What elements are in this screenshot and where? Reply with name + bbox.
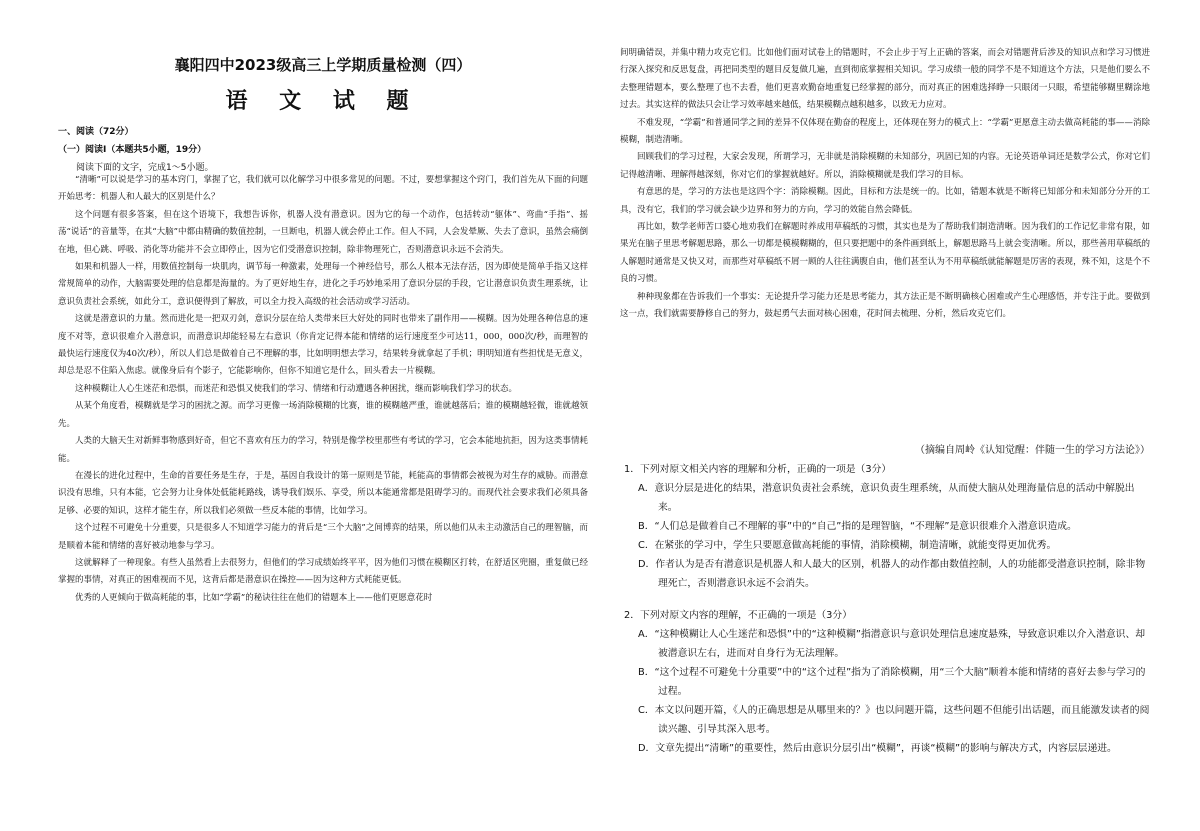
passage-paragraph: 不难发现，“学霸”和普通同学之间的差异不仅体现在勤奋的程度上，还体现在努力的模式上：“学霸”更愿意主动去做高耗能的事——消除模糊，制造清晰。 (620, 117, 1150, 146)
subsection-heading: （一）阅读Ⅰ（本题共5小题，19分） (58, 145, 207, 155)
source-citation: （摘编自周岭《认知觉醒：伴随一生的学习方法论》） (915, 445, 1150, 456)
passage-paragraph: 回顾我们的学习过程，大家会发现，所谓学习，无非就是消除模糊的未知部分，巩固已知的内容。无论英语单词还是数学公式，你对它们记得越清晰、理解得越深刻，你对它们的掌握就越好。所以，消除模糊就是我们学习的目标。 (620, 152, 1150, 180)
part-heading: 一、阅读（72分） (58, 127, 134, 137)
option-d: D．作者认为是否有潜意识是机器人和人最大的区别，机器人的动作都由数值控制，人的功能都受潜意识控制，除非物理死亡，否则潜意识永远不会消失。 (638, 559, 1146, 589)
passage-right-column (620, 45, 1150, 324)
question-stem: 2．下列对原文内容的理解，不正确的一项是（3分） (624, 610, 852, 621)
option-b: B．“这个过程不可避免十分重要”中的“这个过程”指为了消除模糊，用“三个大脑”顺着本能和情绪的喜好去参与学习的过程。 (638, 667, 1146, 697)
passage-paragraph: 人类的大脑天生对新鲜事物感到好奇，但它不喜欢有压力的学习，特别是像学校里那些有考试的学习，它会本能地抗拒，因为这类事情耗能。 (58, 436, 588, 464)
passage-paragraph: 这就是潜意识的力量。然而进化是一把双刃剑，意识分层在给人类带来巨大好处的同时也带来了副作用——模糊。因为处理各种信息的速度不对等，意识很难介入潜意识，而潜意识却能轻易左右意识（你肯定记得本能和情绪的运行速度至少可达11，000，000次/秒，而理智的最快运行速度仅为40次/秒），所以人们总是做着自己不理解的事，比如明明想去学习，结果转身就拿起了手机；明明知道有些担忧是无意义，却总是忍不住陷入焦虑。就像身后有个影子，它能影响你，但你不知道它是什么，回头看去一片模糊。 (58, 314, 588, 377)
passage-left-column (58, 172, 588, 607)
passage-paragraph: 这就解释了一种现象。有些人虽然看上去很努力，但他们的学习成绩始终平平，因为他们习惯在模糊区打转，在舒适区兜圈，重复做已经掌握的事情，对真正的困难视而不见，这背后都是潜意识在操控——因为这种方式耗能更低。 (58, 557, 588, 586)
question-2 (624, 606, 1150, 758)
option-c: C．在紧张的学习中，学生只要愿意做高耗能的事情，消除模糊，制造清晰，就能变得更加优秀。 (638, 540, 1057, 551)
option-a: A．“这种模糊让人心生迷茫和恐惧”中的“这种模糊”指潜意识与意识处理信息速度悬殊，导致意识难以介入潜意识、却被潜意识左右，进而对自身行为无法理解。 (638, 629, 1146, 659)
passage-paragraph: 优秀的人更倾向于做高耗能的事，比如“学霸”的秘诀往往在他们的错题本上——他们更愿意花时 (75, 592, 433, 603)
passage-paragraph: 在漫长的进化过程中，生命的首要任务是生存，于是，基因自我设计的第一原则是节能，耗能高的事情都会被视为对生存的威胁。而潜意识没有思维，只有本能，它会努力让身体处低能耗路线，诱导我们娱乐、享受，所以本能通常都是阻碍学习的。而现代社会要求我们必须具备足够、必要的知识，这样才能生存，所以我们必须做一些反本能的事情，比如学习。 (58, 470, 588, 516)
passage-paragraph: 有意思的是，学习的方法也是这四个字：消除模糊。因此，目标和方法是统一的。比如，错题本就是不断将已知部分和未知部分分开的工具，没有它，我们的学习就会缺少边界和努力的方向，学习的效能自然会降低。 (620, 187, 1150, 215)
passage-paragraph: 从某个角度看，模糊就是学习的困扰之源。而学习更像一场消除模糊的比赛，谁的模糊越严重，谁就越落后；谁的模糊越轻微，谁就越领先。 (58, 401, 588, 429)
passage-paragraph: 这个过程不可避免十分重要，只是很多人不知道学习能力的背后是“三个大脑”之间博弈的结果，所以他们从未主动激活自己的理智脑，而是顺着本能和情绪的喜好被动地参与学习。 (58, 523, 588, 551)
option-a: A．意识分层是进化的结果，潜意识负责社会系统，意识负责生理系统，从而使大脑从处理海量信息的活动中解脱出来。 (638, 483, 1135, 513)
option-b: B．“人们总是做着自己不理解的事”中的“自己”指的是理智脑，“不理解”是意识很难介入潜意识造成。 (638, 521, 1077, 532)
passage-paragraph: “清晰”可以说是学习的基本窍门，掌握了它，我们就可以化解学习中很多常见的问题。不过，要想掌握这个窍门，我们首先从下面的问题开始思考：机器人和人最大的区别是什么？ (58, 175, 588, 203)
option-c: C．本文以问题开篇，《人的正确思想是从哪里来的？》也以问题开篇，这些问题不但能引出话题，而且能激发读者的阅读兴趣、引导其深入思考。 (638, 705, 1150, 735)
passage-paragraph: 如果和机器人一样，用数值控制每一块肌肉，调节每一种激素，处理每一个神经信号，那么人根本无法存活，因为即使是简单手指又这样常规简单的动作，大脑需要处理的信息都是海量的。为了更好地生存，进化之手巧妙地采用了意识分层的手段，它让潜意识负责生理系统，让意识负责社会系统，如此分工，意识便得到了解放，可以全力投入高级的社会活动或学习活动。 (58, 262, 588, 307)
option-d: D．文章先提出“清晰”的重要性，然后由意识分层引出“模糊”，再谈“模糊”的影响与解决方式，内容层层递进。 (638, 743, 1117, 754)
instruction-text: 阅读下面的文字，完成1～5小题。 (76, 163, 214, 173)
passage-paragraph: 种种现象都在告诉我们一个事实：无论提升学习能力还是思考能力，其方法正是不断明确核心困难或产生心理感悟，并专注于此。要做到这一点，我们就需要静修自己的努力，鼓起勇气去面对核心困难，花时间去梳理、分析，然后攻克它们。 (620, 291, 1150, 320)
passage-paragraph: 这种模糊让人心生迷茫和恐惧，而迷茫和恐惧又使我们的学习、情绪和行动遭遇各种困扰，继而影响我们学习的状态。 (75, 383, 518, 394)
exam-title: 襄阳四中2023级高三上学期质量检测（四） (174, 56, 472, 74)
passage-paragraph: 间明确错误，并集中精力攻克它们。比如他们面对试卷上的错题时，不会止步于写上正确的答案，而会对错题背后涉及的知识点和学习习惯进行深入探究和反思复盘，再把同类型的题目反复做几遍，直到彻底掌握相关知识。学习成绩一般的同学不是不知道这个方法，只是他们要么不去整理错题本，要么整理了也不去看，他们更喜欢勤奋地重复已经掌握的部分，而对真正的困难选择睁一只眼闭一只眼，希望能够糊里糊涂地过去。其实这样的做法只会让学习效率越来越低，结果模糊点越积越多，以致无力应对。 (620, 48, 1150, 111)
passage-paragraph: 这个问题有很多答案，但在这个语境下，我想告诉你，机器人没有潜意识。因为它的每一个动作，包括转动“躯体”、弯曲“手指”、摇荡“说话”的音量等，在其“大脑”中都由精确的数值控制，一旦断电，机器人就会停止工作。但人不同，人会发晕厥、失去了意识，虽然会痛倒在地，但心跳、呼吸、消化等功能并不会立即停止，因为它们受潜意识控制，除非物理死亡，否则潜意识永远不会消失。 (58, 209, 588, 255)
subject-title: 语 文 试 题 (225, 89, 421, 114)
passage-paragraph: 再比如，数学老师苦口婆心地劝我们在解题时养成用草稿纸的习惯，其实也是为了帮助我们制造清晰。因为我们的工作记忆非常有限，如果光在脑子里思考解题思路，那么一切都是模模糊糊的，但只要把题中的条件画到纸上，解题思路马上就会变清晰。所以，那些善用草稿纸的人解题时通常是又快又对，而那些对草稿纸不屑一顾的人往往满腹自由，他们甚至认为不用草稿纸就能解题是厉害的表现，殊不知，这是个不良的习惯。 (620, 222, 1150, 285)
question-1 (624, 460, 1150, 593)
question-stem: 1．下列对原文相关内容的理解和分析，正确的一项是（3分） (624, 464, 892, 475)
